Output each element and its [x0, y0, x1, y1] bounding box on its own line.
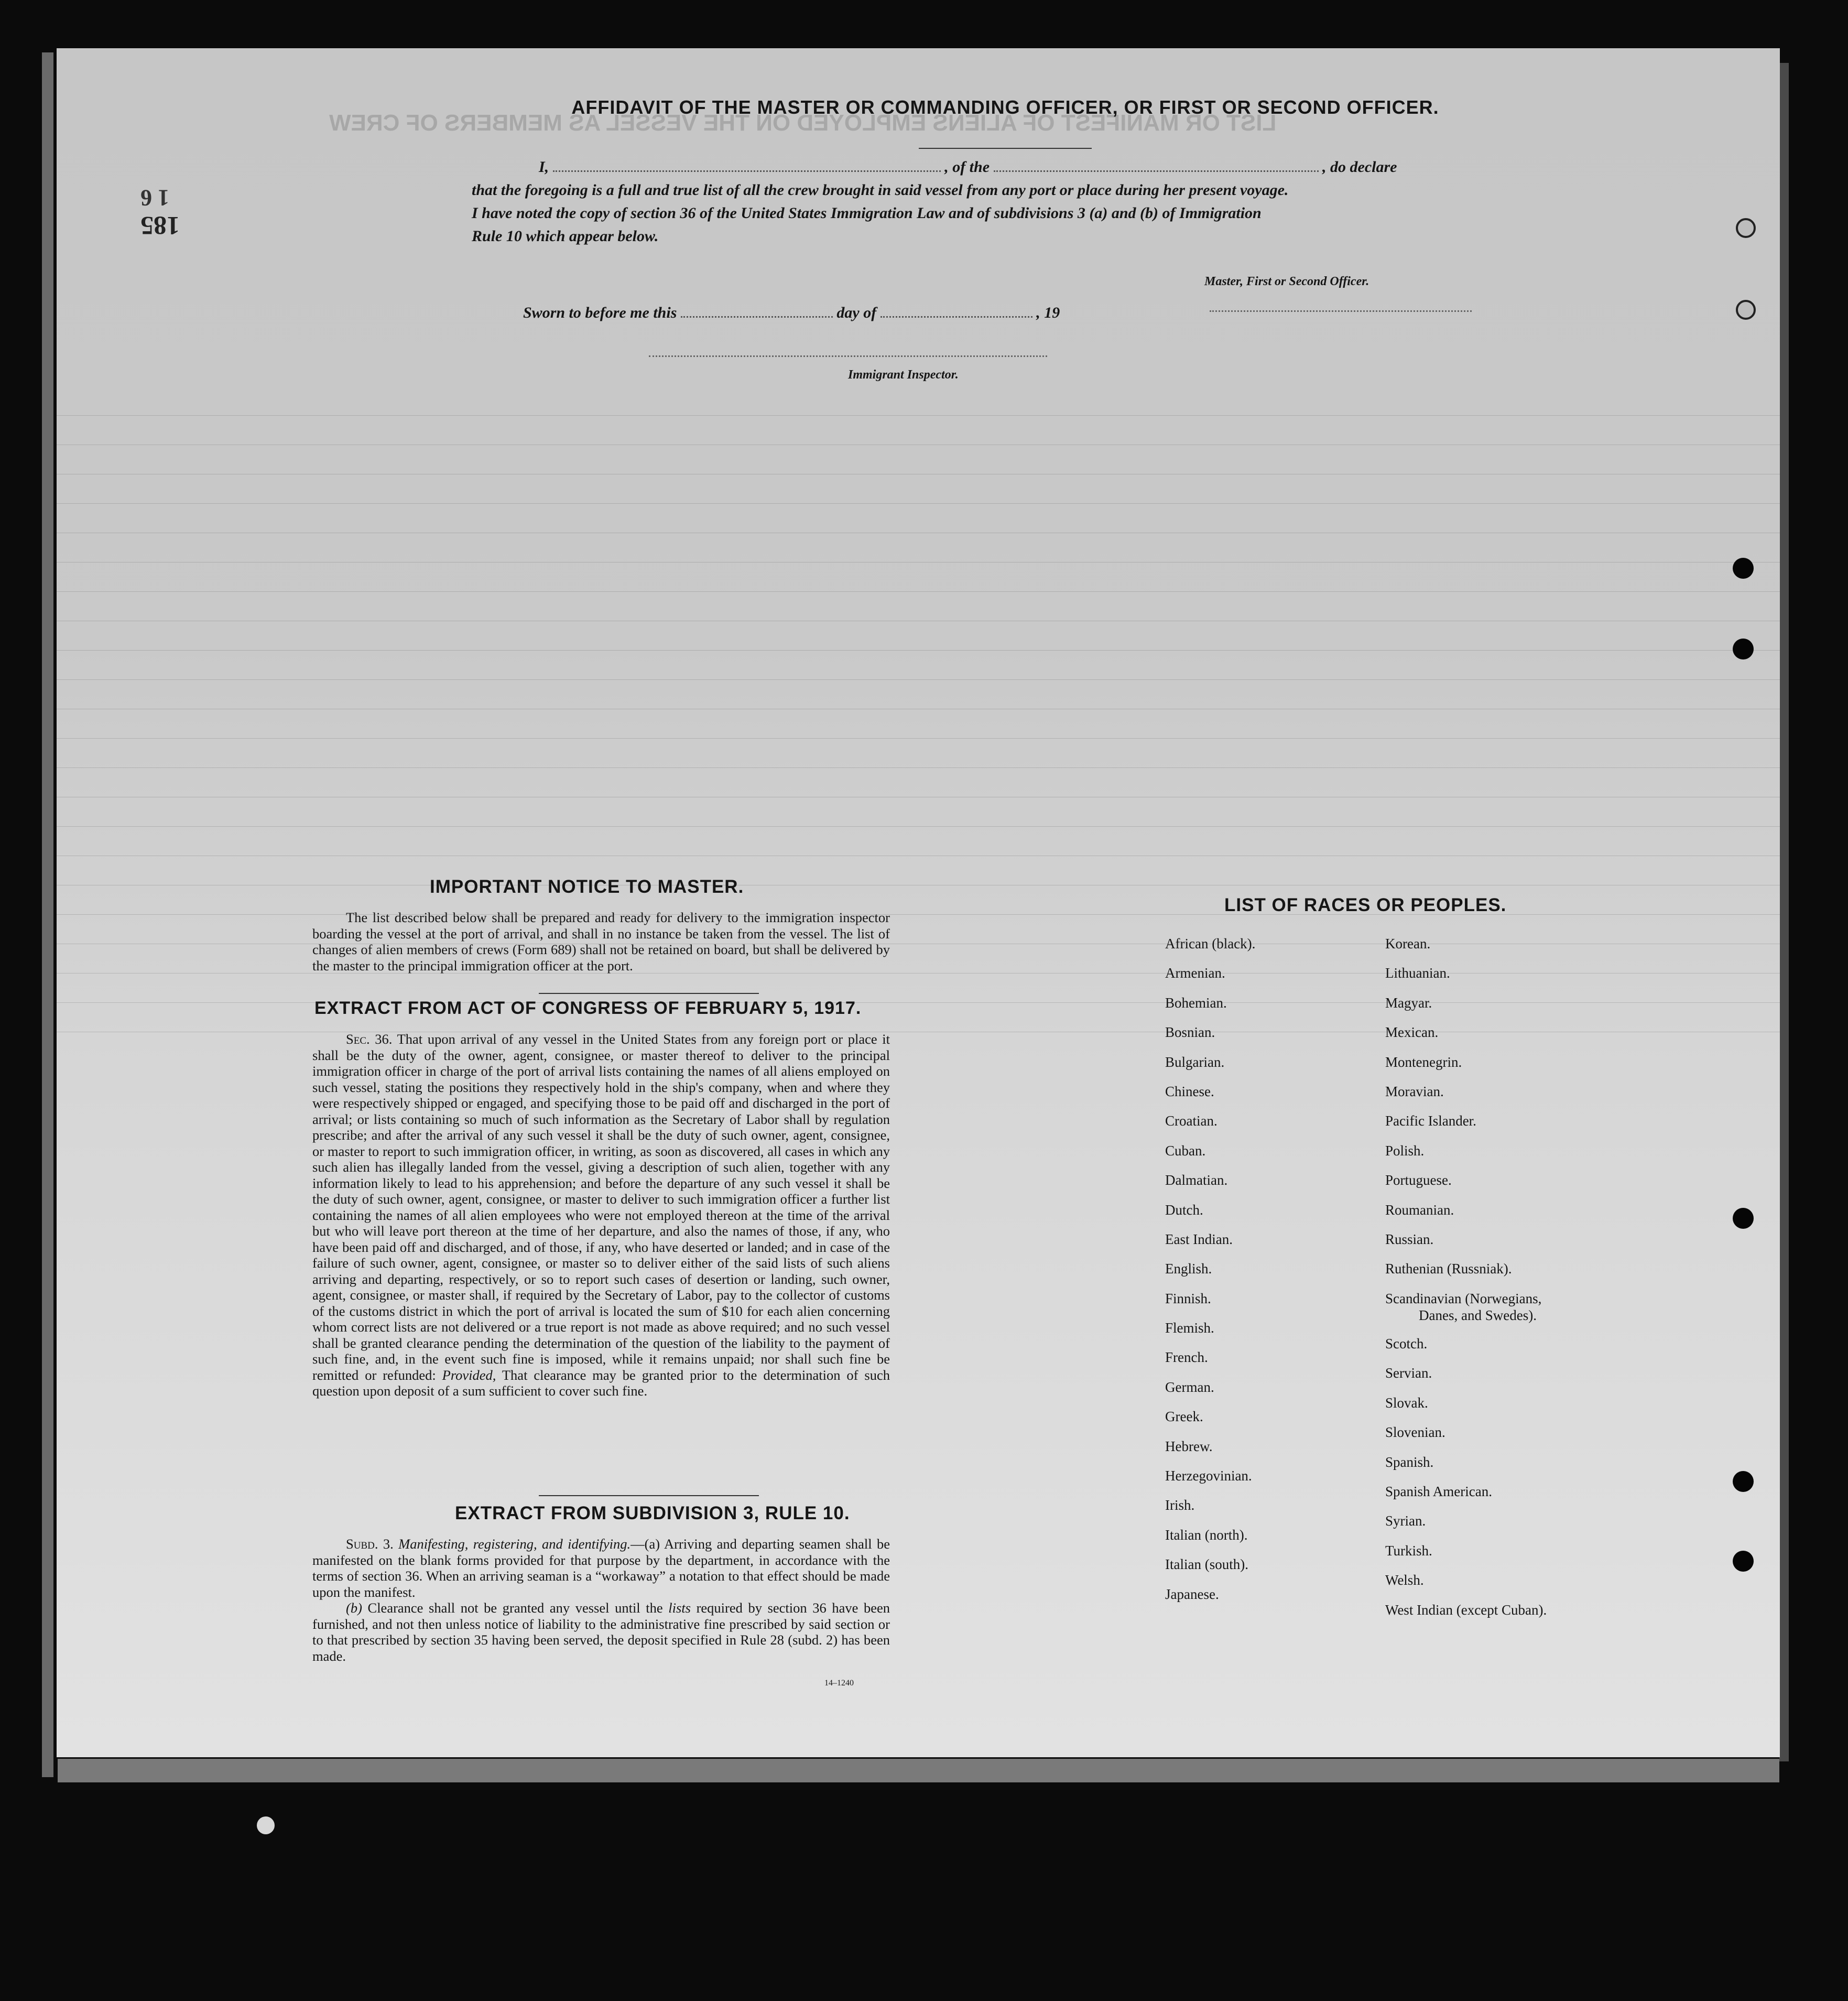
race-item: Dalmatian.	[1165, 1172, 1228, 1188]
ghost-rule	[57, 650, 1780, 651]
sworn-label: Sworn to before me this	[523, 304, 677, 321]
punch-hole	[1733, 1471, 1754, 1492]
section-label: Sec. 36.	[346, 1031, 393, 1047]
year-label: , 19	[1036, 304, 1060, 321]
race-item: Hebrew.	[1165, 1438, 1213, 1454]
day-of-label: day of	[836, 304, 877, 321]
race-item: Finnish.	[1165, 1290, 1211, 1306]
master-signature-label: Master, First or Second Officer.	[1204, 275, 1369, 288]
race-item: Dutch.	[1165, 1202, 1203, 1218]
race-item: French.	[1165, 1349, 1208, 1366]
punch-hole	[1733, 1551, 1754, 1572]
race-item: Pacific Islander.	[1385, 1113, 1476, 1129]
race-item: Herzegovinian.	[1165, 1468, 1252, 1484]
race-item: Russian.	[1385, 1231, 1434, 1247]
sworn-month-field[interactable]	[880, 316, 1032, 318]
subdivision-a-paragraph	[312, 1536, 890, 1600]
race-item: Bosnian.	[1165, 1024, 1215, 1041]
race-item: Flemish.	[1165, 1320, 1214, 1336]
notice-paragraph: The list described below shall be prepared and ready for delivery to the immigration inspector boarding the vessel at the port of arrival, and shall in no instance be taken from the vessel. The list of changes of alien members of crews (Form 689) shall not be retained on board, but shall be delivered by the master to the principal immigration officer at the port.	[312, 910, 890, 974]
race-item: Welsh.	[1385, 1572, 1424, 1588]
race-item: Danes, and Swedes).	[1419, 1307, 1537, 1324]
master-signature-line[interactable]	[1210, 310, 1472, 312]
ghost-rule	[57, 679, 1780, 680]
race-item: Spanish American.	[1385, 1484, 1492, 1500]
scan-edge-bottom	[58, 1759, 1779, 1782]
affidavit-title: AFFIDAVIT OF THE MASTER OR COMMANDING OFFICER, OR FIRST OR SECOND OFFICER.	[571, 96, 1439, 118]
subdivision-b-paragraph	[312, 1600, 890, 1664]
race-item: African (black).	[1165, 936, 1256, 951]
inspector-label: Immigrant Inspector.	[848, 368, 959, 382]
page-number-top: 1 6	[140, 185, 169, 211]
ghost-rule	[57, 591, 1780, 592]
affidavit-i: I,	[539, 158, 549, 176]
notice-rule	[539, 993, 759, 994]
race-item: Armenian.	[1165, 965, 1225, 981]
race-item: Bulgarian.	[1165, 1054, 1225, 1070]
section-36-end: That clearance may be granted prior to the determination of such question upon deposit of a sum sufficient to cover such fine.	[312, 1367, 890, 1399]
extract-rule-title: EXTRACT FROM SUBDIVISION 3, RULE 10.	[455, 1503, 850, 1523]
punch-hole	[1736, 218, 1756, 238]
punch-hole	[1733, 1208, 1754, 1229]
manifest-page	[57, 48, 1780, 1757]
affidavit-line-3: I have noted the copy of section 36 of the United States Immigration Law and of subdivisions 3 (a) and (b) of Immigration	[472, 204, 1262, 222]
race-item: Turkish.	[1385, 1542, 1432, 1559]
extract-act-text	[312, 1031, 890, 1399]
ghost-rule	[57, 562, 1780, 563]
affidavit-line-2: that the foregoing is a full and true list of all the crew brought in said vessel from any port or place during her present voyage.	[472, 181, 1289, 199]
race-item: Japanese.	[1165, 1586, 1219, 1602]
form-code: 14–1240	[824, 1679, 854, 1688]
subd-a-text: —(a) Arriving and departing seamen shall be manifested on the blank forms provided for that purpose by the department, in accordance with the terms of section 36. When an arriving seaman is a “workaway” a notation to that effect should be made upon the manifest.	[312, 1536, 890, 1600]
extract-act-title: EXTRACT FROM ACT OF CONGRESS OF FEBRUARY 5, 1917.	[314, 998, 862, 1018]
extract-rule-text	[312, 1536, 890, 1664]
provided-word: Provided,	[442, 1367, 496, 1383]
sworn-day-field[interactable]	[681, 316, 833, 318]
race-item: German.	[1165, 1379, 1214, 1395]
affidavit-rule	[919, 148, 1092, 149]
race-item: Cuban.	[1165, 1142, 1206, 1159]
race-item: Spanish.	[1385, 1454, 1434, 1470]
vessel-name-field[interactable]	[994, 170, 1319, 172]
race-item: Montenegrin.	[1385, 1054, 1462, 1070]
race-item: Polish.	[1385, 1142, 1425, 1159]
bleed-through-header: LIST OR MANIFEST OF ALIENS EMPLOYED ON THE VESSEL AS MEMBERS OF CREW	[329, 110, 1277, 136]
subd-heading: Manifesting, registering, and identifying.	[398, 1536, 631, 1552]
section-36-paragraph	[312, 1031, 890, 1399]
subd-b-label: (b)	[346, 1600, 362, 1616]
punch-hole	[1733, 639, 1754, 659]
section-36-body: That upon arrival of any vessel in the United States from any foreign port or place it shall be the duty of the owner, agent, consignee, or master thereof to deliver to the principal immigration officer in charge of the port of arrival lists containing the names of all aliens employed on such vessel, stating the positions they respectively hold in the ship's company, when and where they were respectively shipped or engaged, and specifying those to be paid off and discharged in the port of arrival; or lists containing so much of such information as the Secretary of Labor shall by regulation prescribe; and after the arrival of any such vessel it shall be the duty of such owner, agent, consignee, or master to report to such immigration officer, in writing, as soon as discovered, all cases in which any such alien has illegally landed from the vessel, giving a description of such alien, together with any information likely to lead to his apprehension; and before the departure of any such vessel it shall be the duty of such owner, agent, consignee, or master to deliver to such immigration officer a further list containing the names of all alien employees who were not employed thereon at the time of the arrival but who will leave port thereon at the time of her departure, and also the names of those, if any, who have been paid off and discharged, and of those, if any, who have deserted or landed; and in case of the failure of such owner, agent, consignee, or master so to deliver either of the said lists of such aliens arriving and departing, respectively, or so to report such cases of desertion or landing, such owner, agent, consignee, or master shall, if required by the Secretary of Labor, pay to the collector of customs of the customs district in which the port of arrival is located the sum of $10 for each alien concerning whom correct lists are not delivered or a true report is not made as above required; and no such vessel shall be granted clearance pending the determination of the question of the liability to the payment of such fine, and, in the event such fine is imposed, while it remains unpaid; nor shall such fine be remitted or refunded:	[312, 1031, 890, 1383]
affidavit-line-1	[539, 158, 1397, 176]
ghost-rule	[57, 738, 1780, 739]
races-title: LIST OF RACES OR PEOPLES.	[1224, 895, 1507, 915]
ghost-rule	[57, 415, 1780, 416]
race-item: Portuguese.	[1385, 1172, 1452, 1188]
race-item: Bohemian.	[1165, 994, 1227, 1011]
race-item: English.	[1165, 1261, 1212, 1277]
race-item: Magyar.	[1385, 994, 1432, 1011]
scan-edge-right	[1779, 63, 1789, 1761]
punch-hole	[1736, 300, 1756, 320]
sworn-line	[523, 304, 1060, 322]
race-item: Mexican.	[1385, 1024, 1439, 1041]
affidavit-do-declare: , do declare	[1322, 158, 1397, 176]
race-item: West Indian (except Cuban).	[1385, 1602, 1547, 1618]
punch-hole	[1733, 558, 1754, 579]
race-item: Croatian.	[1165, 1113, 1217, 1129]
race-item: Irish.	[1165, 1497, 1195, 1513]
scan-edge-left	[42, 52, 53, 1777]
affidavit-line-4: Rule 10 which appear below.	[472, 228, 659, 245]
scan-speck	[257, 1816, 275, 1834]
race-item: Scotch.	[1385, 1336, 1428, 1352]
races-left-column	[1165, 935, 1255, 1615]
race-item: Italian (south).	[1165, 1556, 1248, 1573]
ghost-rule	[57, 503, 1780, 504]
ghost-rule	[57, 826, 1780, 827]
race-item: Slovenian.	[1385, 1424, 1445, 1441]
race-item: Moravian.	[1385, 1083, 1444, 1099]
races-right-column	[1385, 935, 1547, 1631]
subd-b-text-1: Clearance shall not be granted any vessel until the	[367, 1600, 663, 1616]
race-item: Slovak.	[1385, 1394, 1428, 1411]
race-item: Lithuanian.	[1385, 965, 1450, 981]
race-item: Korean.	[1385, 936, 1431, 951]
extract-act-rule	[539, 1495, 759, 1496]
race-item: Scandinavian (Norwegians,	[1385, 1290, 1542, 1306]
race-item: Roumanian.	[1385, 1202, 1454, 1218]
master-name-field[interactable]	[553, 170, 941, 172]
subd-b-lists: lists	[668, 1600, 691, 1616]
notice-title: IMPORTANT NOTICE TO MASTER.	[430, 877, 744, 897]
subd-label: Subd. 3.	[346, 1536, 394, 1552]
race-item: Syrian.	[1385, 1513, 1426, 1529]
race-item: Servian.	[1385, 1365, 1432, 1381]
race-item: Ruthenian (Russniak).	[1385, 1261, 1512, 1277]
notice-text	[312, 910, 890, 974]
subd-b-text-2: required by section 36 have been furnished, and not then unless notice of liability to the administrative fine prescribed by said section or to that prescribed by section 35 having been served, the deposit specified in Rule 28 (subd. 2) has been made.	[312, 1600, 890, 1664]
race-item: Greek.	[1165, 1409, 1203, 1425]
page-number-bottom: 185	[140, 211, 180, 241]
ghost-rule	[57, 767, 1780, 768]
inspector-signature-line[interactable]	[649, 355, 1047, 357]
race-item: East Indian.	[1165, 1231, 1233, 1247]
race-item: Italian (north).	[1165, 1527, 1248, 1543]
race-item: Chinese.	[1165, 1083, 1214, 1099]
affidavit-of-the: , of the	[944, 158, 990, 176]
